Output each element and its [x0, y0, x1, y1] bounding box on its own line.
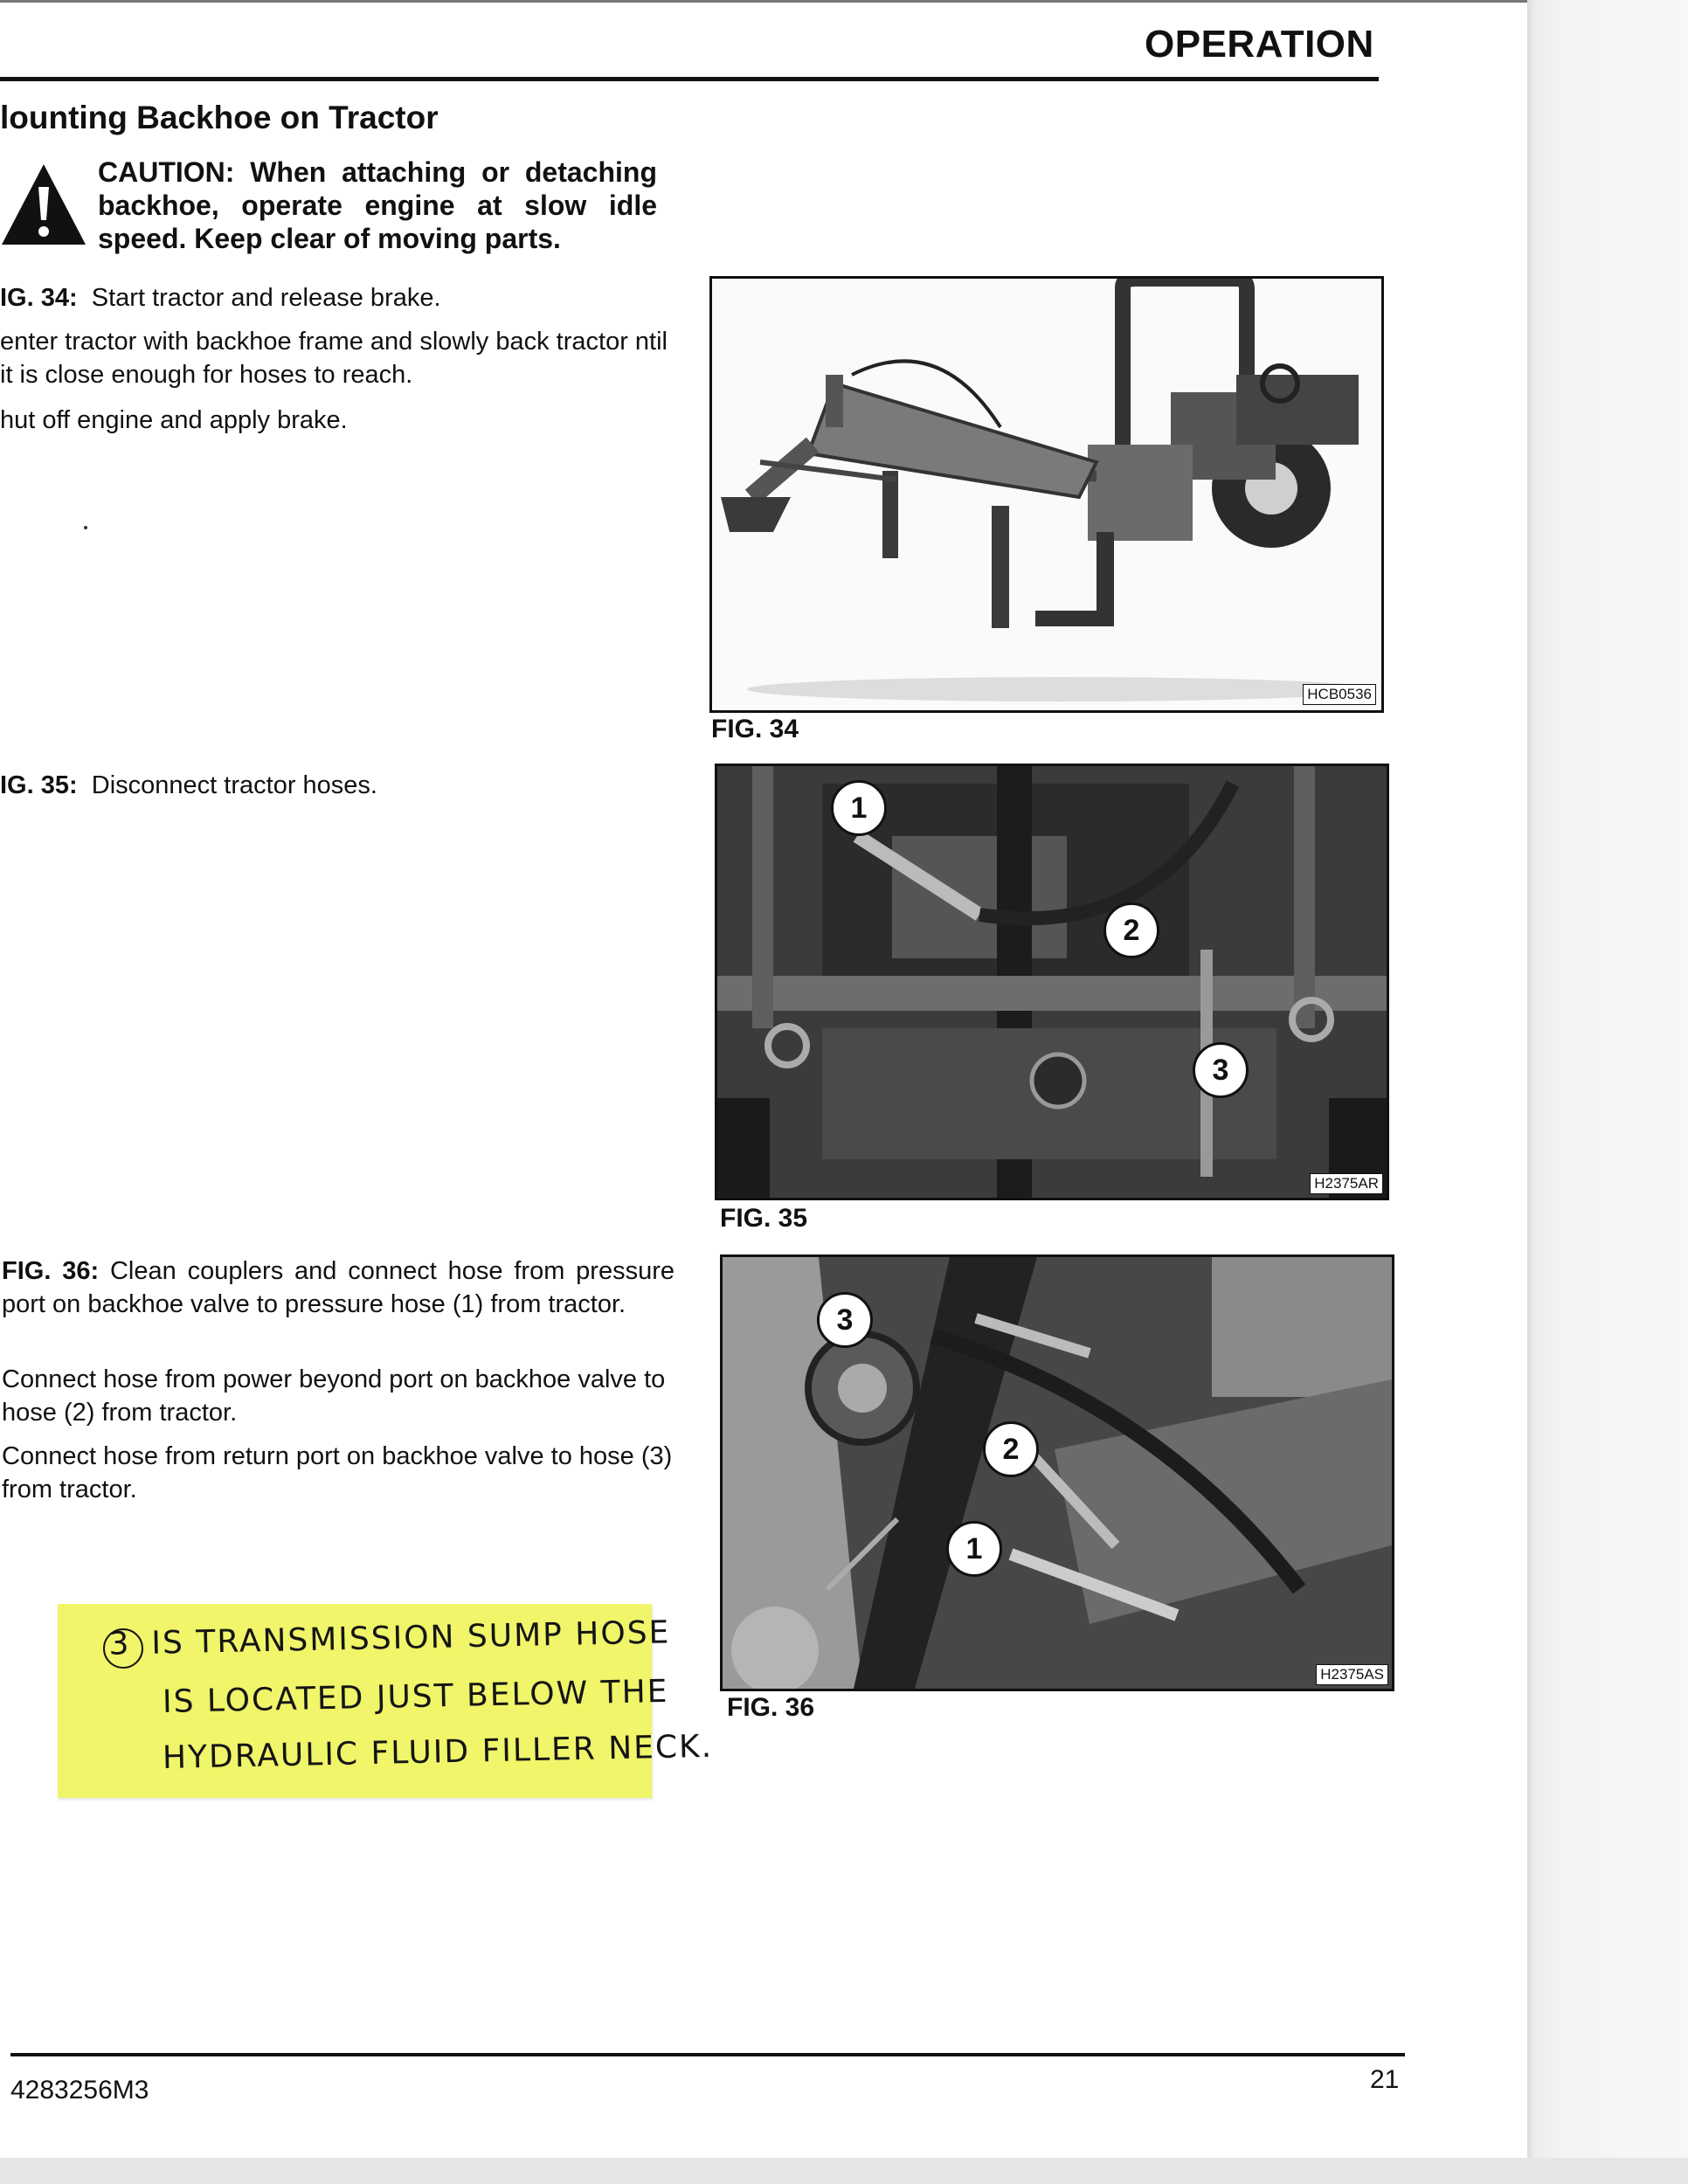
- fig34-step-3: hut off engine and apply brake.: [0, 406, 348, 434]
- warning-triangle-icon: [0, 162, 87, 246]
- fig36-step-2: Connect hose from power beyond port on backhoe valve to hose (2) from tractor.: [2, 1365, 666, 1427]
- sticky-note-line-3: HYDRAULIC FLUID FILLER NECK.: [162, 1728, 714, 1776]
- scan-top-edge: [0, 0, 1527, 3]
- footer-rule: [10, 2053, 1405, 2056]
- fig36-callout-3: 3: [817, 1292, 873, 1348]
- section-title: lounting Backhoe on Tractor: [0, 100, 439, 135]
- caution-text: CAUTION: When attaching or detaching backhoe, operate engine at slow idle speed. Keep clear of moving parts.: [98, 156, 657, 254]
- fig35-callout-3: 3: [1193, 1042, 1249, 1098]
- fig35-caption: FIG. 35: [720, 1204, 808, 1233]
- fig35-reference: IG. 35:: [0, 771, 78, 799]
- fig34-image-code: HCB0536: [1303, 684, 1376, 705]
- sticky-note-line-2: IS LOCATED JUST BELOW THE: [162, 1673, 669, 1720]
- fig36-caption: FIG. 36: [727, 1693, 815, 1722]
- fig35-photo: [715, 764, 1389, 1200]
- fig35-callout-2: 2: [1103, 902, 1159, 958]
- sticky-note-line-1: [100, 1614, 671, 1662]
- header-title: OPERATION: [1145, 23, 1374, 66]
- stray-mark: [84, 526, 87, 529]
- sticky-note-circled-number: 3: [108, 1626, 131, 1662]
- fig35-step-1: Disconnect tractor hoses.: [91, 771, 377, 799]
- sticky-note: [58, 1604, 714, 1798]
- fig35-step: [0, 769, 681, 802]
- header-rule: [0, 77, 1379, 81]
- sticky-note-line-1-text: IS TRANSMISSION SUMP HOSE: [151, 1614, 671, 1662]
- fig36-callout-1: 1: [946, 1521, 1002, 1577]
- fig36-step-3: Connect hose from return port on backhoe valve to hose (3) from tractor.: [2, 1442, 673, 1503]
- fig34-reference: IG. 34:: [0, 284, 78, 312]
- fig34-caption: FIG. 34: [711, 715, 799, 743]
- fig35-image-code: H2375AR: [1310, 1173, 1383, 1194]
- page-number: 21: [1370, 2065, 1400, 2094]
- fig36-photo: [720, 1254, 1394, 1691]
- fig36-step-1: Clean couplers and connect hose from pressure port on backhoe valve to pressure hose (1) from tractor.: [2, 1257, 675, 1318]
- document-number: 4283256M3: [10, 2076, 149, 2105]
- fig36-image-code: H2375AS: [1316, 1664, 1388, 1685]
- fig36-callout-2: 2: [983, 1421, 1039, 1477]
- fig34-photo: [709, 276, 1384, 713]
- scan-page-edge: [1527, 0, 1688, 2184]
- fig36-step-1-block: [2, 1254, 675, 1321]
- fig36-reference: FIG. 36:: [2, 1257, 100, 1285]
- scan-bottom-edge: [0, 2158, 1688, 2184]
- fig34-step-2: enter tractor with backhoe frame and slowly back tractor ntil it is close enough for hoses to reach.: [0, 328, 668, 389]
- fig34-step-start: [0, 281, 681, 314]
- fig34-step-1: Start tractor and release brake.: [91, 284, 441, 312]
- fig35-callout-1: 1: [831, 780, 887, 836]
